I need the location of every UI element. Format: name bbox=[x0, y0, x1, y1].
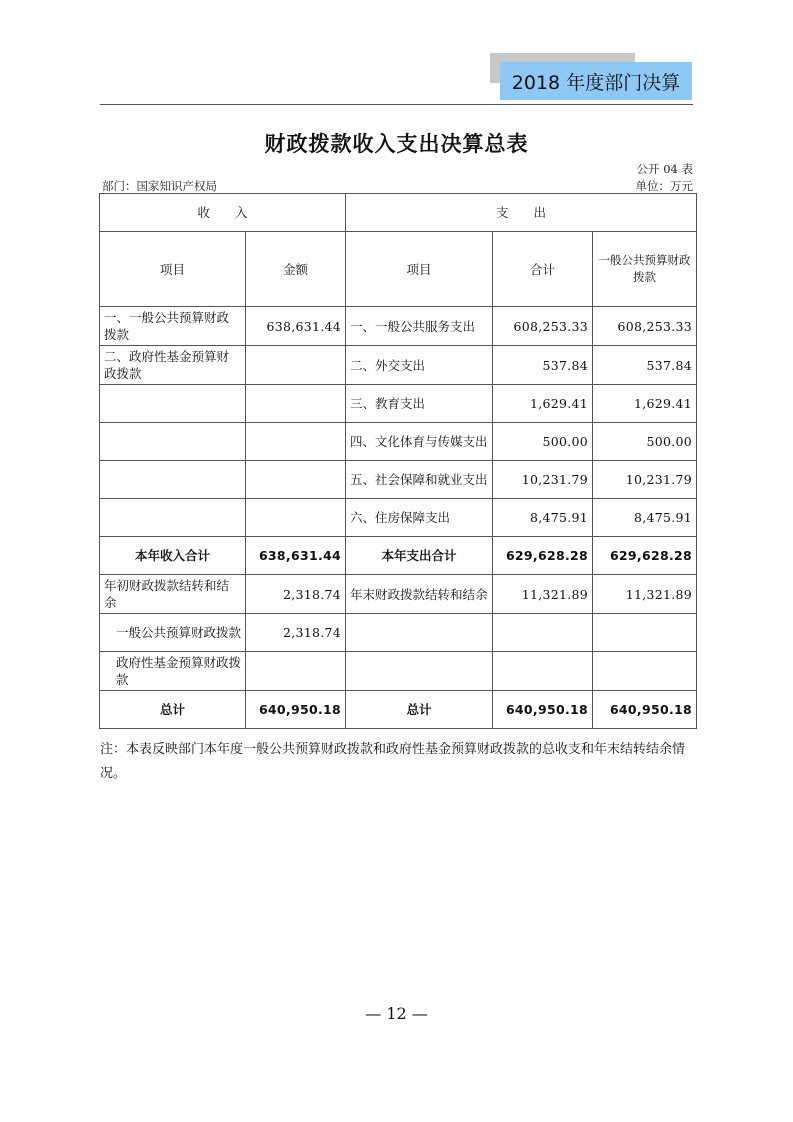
income-item bbox=[100, 423, 246, 461]
col-expense-general: 一般公共预算财政拨款 bbox=[593, 232, 697, 307]
department-label: 部门：国家知识产权局 bbox=[102, 179, 217, 193]
header-rule bbox=[100, 104, 693, 105]
expense-item: 五、社会保障和就业支出 bbox=[346, 461, 493, 499]
col-income-item: 项目 bbox=[100, 232, 246, 307]
expense-general: 537.84 bbox=[593, 346, 697, 385]
expense-general: 608,253.33 bbox=[593, 307, 697, 346]
income-amount bbox=[246, 423, 346, 461]
income-amount bbox=[246, 346, 346, 385]
carry-row bbox=[100, 614, 697, 652]
expense-subtotal-general: 629,628.28 bbox=[593, 537, 697, 575]
grand-total-row bbox=[100, 691, 697, 729]
header-group-row bbox=[100, 194, 697, 232]
carry-row bbox=[100, 652, 697, 691]
expense-item: 三、教育支出 bbox=[346, 385, 493, 423]
expense-grand-total-general: 640,950.18 bbox=[593, 691, 697, 729]
income-item: 年初财政拨款结转和结余 bbox=[100, 575, 246, 614]
income-item bbox=[100, 385, 246, 423]
expense-grand-total-label: 总计 bbox=[346, 691, 493, 729]
table-code: 公开 04 表 bbox=[636, 162, 693, 176]
expense-grand-total-total: 640,950.18 bbox=[493, 691, 593, 729]
income-amount bbox=[246, 385, 346, 423]
income-amount bbox=[246, 652, 346, 691]
expense-general: 500.00 bbox=[593, 423, 697, 461]
expense-subtotal-total: 629,628.28 bbox=[493, 537, 593, 575]
expense-total: 1,629.41 bbox=[493, 385, 593, 423]
table-row bbox=[100, 385, 697, 423]
expense-general: 10,231.79 bbox=[593, 461, 697, 499]
expense-item: 年末财政拨款结转和结余 bbox=[346, 575, 493, 614]
income-amount bbox=[246, 499, 346, 537]
subtotal-row bbox=[100, 537, 697, 575]
expense-total: 537.84 bbox=[493, 346, 593, 385]
expense-general: 11,321.89 bbox=[593, 575, 697, 614]
income-subtotal-label: 本年收入合计 bbox=[100, 537, 246, 575]
income-subtotal-amount: 638,631.44 bbox=[246, 537, 346, 575]
expense-total bbox=[493, 614, 593, 652]
table-row bbox=[100, 346, 697, 385]
expense-total: 11,321.89 bbox=[493, 575, 593, 614]
expense-total: 608,253.33 bbox=[493, 307, 593, 346]
budget-summary-table bbox=[99, 193, 697, 729]
table-row bbox=[100, 307, 697, 346]
expense-total: 8,475.91 bbox=[493, 499, 593, 537]
expense-general bbox=[593, 652, 697, 691]
table-row bbox=[100, 423, 697, 461]
header-column-row bbox=[100, 232, 697, 307]
page-title: 财政拨款收入支出决算总表 bbox=[264, 131, 529, 156]
expense-item: 六、住房保障支出 bbox=[346, 499, 493, 537]
col-expense-total: 合计 bbox=[493, 232, 593, 307]
income-amount bbox=[246, 461, 346, 499]
expense-item: 二、外交支出 bbox=[346, 346, 493, 385]
expense-group-header: 支 出 bbox=[346, 194, 697, 232]
income-item: 政府性基金预算财政拨款 bbox=[100, 652, 246, 691]
income-group-header: 收 入 bbox=[100, 194, 346, 232]
income-grand-total-amount: 640,950.18 bbox=[246, 691, 346, 729]
carry-row bbox=[100, 575, 697, 614]
expense-item: 四、文化体育与传媒支出 bbox=[346, 423, 493, 461]
col-expense-item: 项目 bbox=[346, 232, 493, 307]
col-income-amount: 金额 bbox=[246, 232, 346, 307]
income-item: 一、一般公共预算财政拨款 bbox=[100, 307, 246, 346]
expense-general: 1,629.41 bbox=[593, 385, 697, 423]
expense-item bbox=[346, 614, 493, 652]
table-row bbox=[100, 499, 697, 537]
income-grand-total-label: 总计 bbox=[100, 691, 246, 729]
expense-item bbox=[346, 652, 493, 691]
income-item: 二、政府性基金预算财政拨款 bbox=[100, 346, 246, 385]
expense-general: 8,475.91 bbox=[593, 499, 697, 537]
income-amount: 2,318.74 bbox=[246, 575, 346, 614]
footnote: 注：本表反映部门本年度一般公共预算财政拨款和政府性基金预算财政拨款的总收支和年末结转结余情况。 bbox=[100, 742, 686, 781]
expense-total: 10,231.79 bbox=[493, 461, 593, 499]
header-badge: 2018 年度部门决算 bbox=[500, 62, 692, 100]
expense-total: 500.00 bbox=[493, 423, 593, 461]
table-row bbox=[100, 461, 697, 499]
expense-total bbox=[493, 652, 593, 691]
income-amount: 638,631.44 bbox=[246, 307, 346, 346]
expense-general bbox=[593, 614, 697, 652]
expense-item: 一、一般公共服务支出 bbox=[346, 307, 493, 346]
expense-subtotal-label: 本年支出合计 bbox=[346, 537, 493, 575]
income-amount: 2,318.74 bbox=[246, 614, 346, 652]
income-item bbox=[100, 499, 246, 537]
income-item: 一般公共预算财政拨款 bbox=[100, 614, 246, 652]
unit-label: 单位：万元 bbox=[635, 179, 693, 193]
page-number: — 12 — bbox=[365, 1004, 428, 1023]
income-item bbox=[100, 461, 246, 499]
